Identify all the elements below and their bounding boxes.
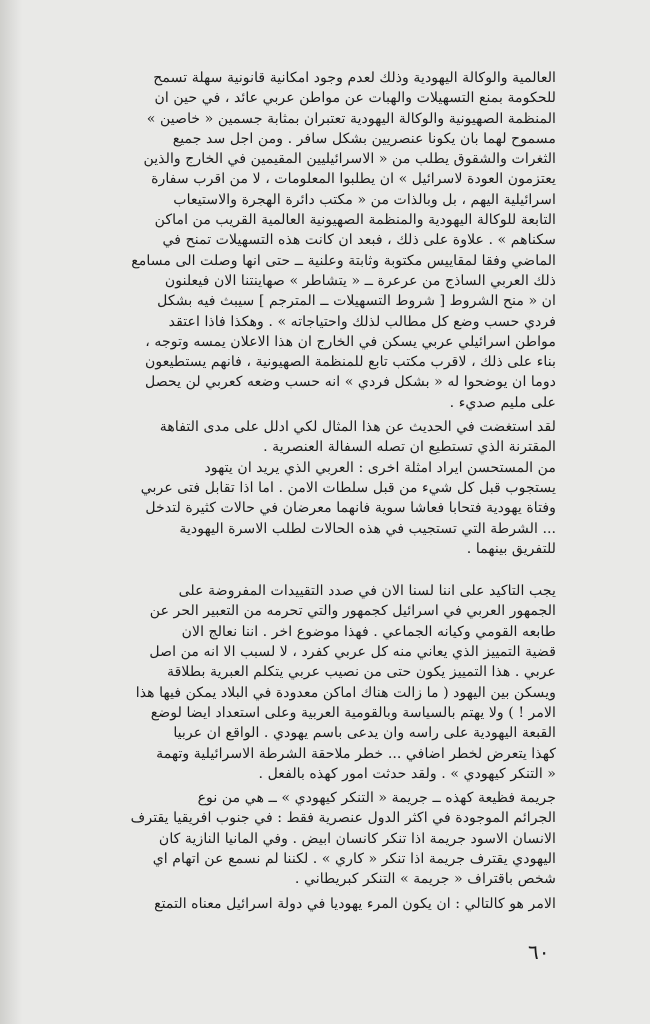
text-line: على مليم صديء . bbox=[449, 394, 556, 411]
paragraph-5 bbox=[88, 788, 556, 889]
text-line: قضية التمييز الذي يعاني منه كل عربي كفرد ، لا لسبب الا انه من اصل bbox=[149, 644, 556, 661]
text-line: الامر ! ) ولا يهتم بالسياسة وبالقومية العربية وعلى استعداد ايضا لوضع bbox=[150, 704, 556, 721]
text-line: ان « منح الشروط [ شروط التسهيلات ــ المترجم ] سيبث فيه بشكل bbox=[157, 293, 556, 310]
text-line: « التنكر كيهودي » . ولقد حدثت امور كهذه بالفعل . bbox=[258, 765, 556, 782]
text-line: اليهودي يقترف جريمة اذا تنكر « كاري » . لكننا لم نسمع عن اتهام اي bbox=[152, 850, 556, 867]
text-line: يعتزمون العودة لاسرائيل » ان يطلبوا المعلومات ، لا من اقرب سفارة bbox=[151, 171, 556, 188]
paragraph-1 bbox=[88, 68, 556, 413]
text-line: طابعه القومي وكيانه الجماعي . فهذا موضوع اخر . اننا نعالج الان bbox=[181, 623, 556, 640]
text-line: الامر هو كالتالي : ان يكون المرء يهوديا في دولة اسرائيل معناه التمتع bbox=[154, 895, 556, 912]
text-line: للحكومة بمنع التسهيلات والهبات عن مواطن عربي عائد ، في حين ان bbox=[154, 90, 556, 107]
text-line: كهذا يتعرض لخطر اضافي ... خطر ملاحقة الشرطة الاسرائيلية وتهمة bbox=[156, 745, 556, 762]
text-line: دوما ان يوضحوا له « بشكل فردي » انه حسب وضعه كعربي لن يحصل bbox=[144, 374, 556, 391]
text-line: الماضي وفقا لمقاييس مكتوبة وثابتة وعلنية ــ حتى انها وصلت الى مسامع bbox=[131, 252, 556, 269]
paragraph-2 bbox=[88, 417, 556, 458]
text-line: يجب التاكيد على اننا لسنا الان في صدد التقييدات المفروضة على bbox=[178, 583, 556, 600]
text-line: الانسان الاسود جريمة اذا تنكر كانسان ابيض . وفي المانيا النازية كان bbox=[158, 830, 556, 847]
paragraph-3 bbox=[88, 458, 556, 559]
text-line: جريمة فظيعة كهذه ــ جريمة « التنكر كيهودي » ــ هي من نوع bbox=[197, 790, 556, 807]
page-edge-shadow bbox=[0, 0, 22, 1024]
text-line: الجمهور العربي في اسرائيل كجمهور والتي تحرمه من التعبير الحر عن bbox=[149, 603, 556, 620]
text-line: فردي حسب وضع كل مطالب لذلك واحتياجاته » . وهكذا فاذا اعتقد bbox=[168, 313, 556, 330]
text-line: عربي . هذا التمييز يكون حتى من نصيب عربي يتكلم العبرية بطلاقة bbox=[167, 664, 556, 681]
text-line: للتفريق بينهما . bbox=[466, 540, 556, 557]
text-line: الثغرات والشقوق يطلب من « الاسرائيليين المقيمين في الخارج والذين bbox=[143, 151, 556, 168]
text-line: الجرائم الموجودة في اكثر الدول عنصرية فقط : في جنوب افريقيا يقترف bbox=[130, 810, 556, 827]
page-number: ٦٠ bbox=[528, 940, 550, 964]
text-line: شخص باقتراف « جريمة » التنكر كبريطاني . bbox=[294, 871, 556, 888]
text-line: بناء على ذلك ، لاقرب مكتب تابع للمنظمة الصهيونية ، فانهم يستطيعون bbox=[145, 354, 556, 371]
paragraph-6 bbox=[88, 894, 556, 914]
text-line: المقترنة الذي تستطيع ان تصله السفالة العنصرية . bbox=[263, 439, 556, 456]
text-line: وفتاة يهودية فتحابا فعاشا سوية فانهما معرضان في حالات كثيرة لتدخل bbox=[145, 500, 556, 517]
text-line: يستجوب قبل كل شيء من قبل سلطات الامن . اما اذا تقابل فتى عربي bbox=[140, 479, 556, 496]
text-line: سكناهم » . علاوة على ذلك ، فبعد ان كانت هذه التسهيلات تمنح في bbox=[162, 232, 556, 249]
text-line: القبعة اليهودية على راسه وان يدعى باسم يهودي . الواقع ان عربيا bbox=[173, 725, 556, 742]
text-line: العالمية والوكالة اليهودية وذلك لعدم وجود امكانية قانونية سهلة تسمح bbox=[153, 70, 556, 86]
text-line: مواطن اسرائيلي عربي يسكن في الخارج ان هذا الاعلان يمسه وتوجه ، bbox=[145, 333, 556, 350]
text-line: المنظمة الصهيونية والوكالة اليهودية تعتبران بمثابة جسمين « خاصين » bbox=[146, 110, 556, 127]
text-line: ذلك العربي الساذج من عرعرة ــ « يتشاطر » صهاينتنا الان فيعلنون bbox=[164, 272, 556, 289]
text-line: ويسكن بين اليهود ( ما زالت هناك اماكن معدودة في البلاد يمكن فيها هذا bbox=[135, 684, 556, 701]
text-line: مسموح لهما بان يكونا عنصريين بشكل سافر . ومن اجل سد جميع bbox=[172, 130, 556, 147]
paragraph-4 bbox=[88, 581, 556, 784]
text-line: التابعة للوكالة اليهودية والمنظمة الصهيونية العالمية القريب من اماكن bbox=[154, 212, 556, 229]
text-line: ... الشرطة التي تستجيب في هذه الحالات لطلب الاسرة اليهودية bbox=[179, 520, 556, 537]
text-line: من المستحسن ايراد امثلة اخرى : العربي الذي يريد ان يتهود bbox=[204, 459, 556, 476]
text-line: لقد استغضت في الحديث عن هذا المثال لكي ادلل على مدى التفاهة bbox=[159, 419, 556, 436]
text-line: اسرائيلية اليهم ، بل وبالذات من « مكتب دائرة الهجرة والاستيعاب bbox=[173, 191, 556, 208]
body-text bbox=[88, 68, 556, 914]
